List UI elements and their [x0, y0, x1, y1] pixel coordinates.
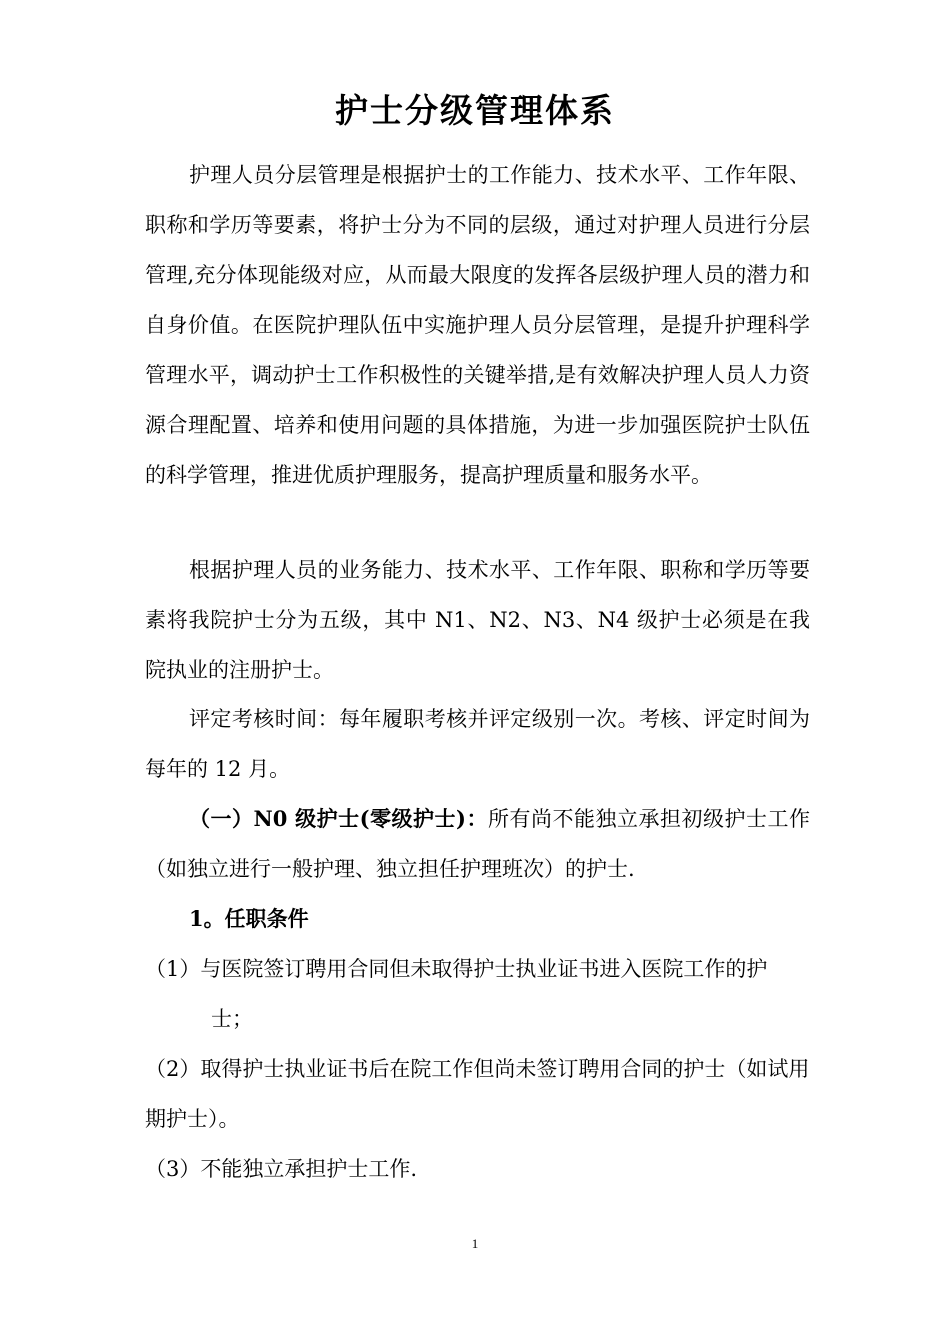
qualification-item-3: （3）不能独立承担护士工作.: [145, 1157, 418, 1181]
n0-section: [145, 794, 810, 894]
qualification-item-1-text: （1）与医院签订聘用合同但未取得护士执业证书进入医院工作的护: [145, 957, 768, 981]
intro-paragraph: 护理人员分层管理是根据护士的工作能力、技术水平、工作年限、职称和学历等要素，将护士分为不同的层级，通过对护理人员进行分层管理,充分体现能级对应，从而最大限度的发挥各层级护理人员的潜力和自身价值。在医院护理队伍中实施护理人员分层管理，是提升护理科学管理水平，调动护士工作积极性的关键举措,是有效解决护理人员人力资源合理配置、培养和使用问题的具体措施，为进一步加强医院护士队伍的科学管理，推进优质护理服务，提高护理质量和服务水平。: [145, 163, 810, 487]
document-title: 护士分级管理体系: [335, 91, 615, 130]
n0-body: 所有尚不能独立承担初级护士工作（如独立进行一般护理、独立担任护理班次）的护士.: [145, 807, 810, 881]
qualification-item-1: [145, 944, 815, 1044]
qualification-heading: 1。任职条件: [189, 906, 309, 931]
levels-paragraph: 根据护理人员的业务能力、技术水平、工作年限、职称和学历等要素将我院护士分为五级，其中 N1、N2、N3、N4 级护士必须是在我院执业的注册护士。: [145, 558, 810, 682]
n0-heading: （一）N0 级护士(零级护士)：: [189, 806, 488, 831]
qualification-item-1-continuation: 士；: [211, 1007, 253, 1031]
qualification-item-2: （2）取得护士执业证书后在院工作但尚未签订聘用合同的护士（如试用期护士）。: [145, 1057, 810, 1131]
assessment-paragraph: 评定考核时间：每年履职考核并评定级别一次。考核、评定时间为每年的 12 月。: [145, 707, 810, 781]
page-number: 1: [471, 1236, 479, 1251]
